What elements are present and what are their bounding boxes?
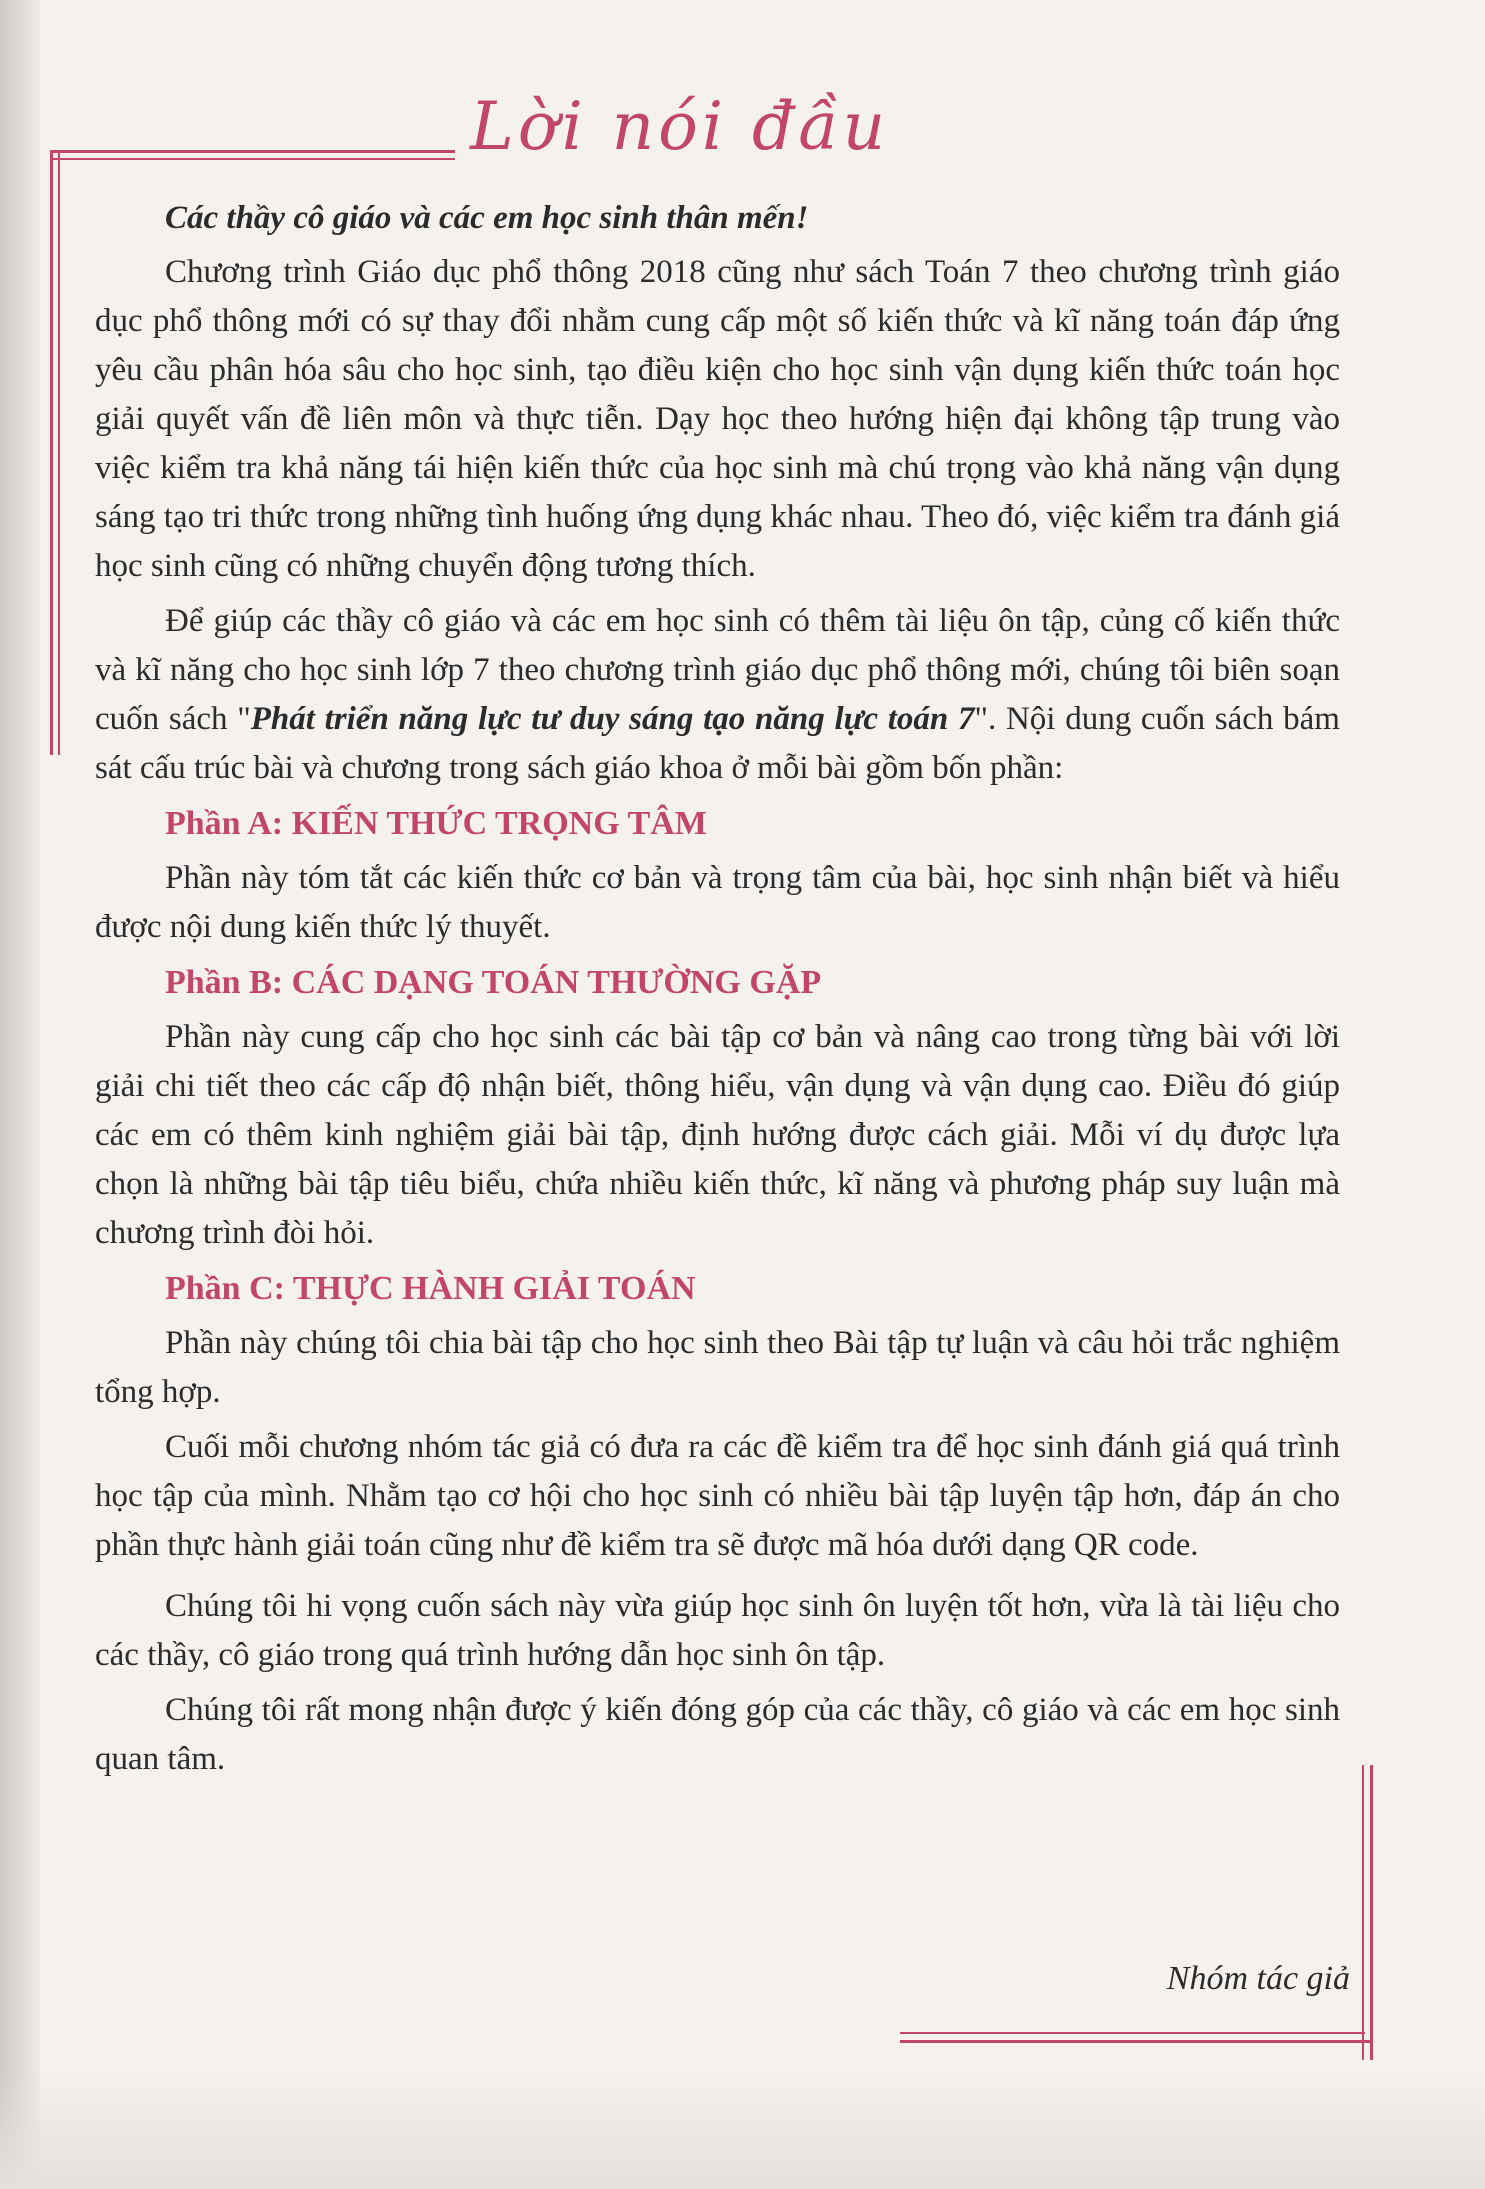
frame-bottom-line-inner: [900, 2032, 1365, 2034]
part-a-text: Phần này tóm tắt các kiến thức cơ bản và trọng tâm của bài, học sinh nhận biết và hiểu được nội dung kiến thức lý thuyết.: [95, 860, 1340, 945]
page-binding-shadow: [0, 0, 40, 2189]
paragraph-intro: Chương trình Giáo dục phổ thông 2018 cũng như sách Toán 7 theo chương trình giáo dục phổ thông mới có sự thay đổi nhằm cung cấp một số kiến thức và kĩ năng toán đáp ứng yêu cầu phân hóa sâu cho học sinh, tạo điều kiện cho học sinh vận dụng kiến thức toán học giải quyết vấn đề liên môn và thực tiễn. Dạy học theo hướng hiện đại không tập trung vào việc kiểm tra khả năng tái hiện kiến thức của học sinh mà chú trọng vào khả năng vận dụng sáng tạo tri thức trong những tình huống ứng dụng khác nhau. Theo đó, việc kiểm tra đánh giá học sinh cũng có những chuyển động tương thích.: [95, 254, 1340, 584]
salutation: Các thầy cô giáo và các em học sinh thân mến!: [165, 200, 809, 236]
paragraph-purpose-start: Để giúp các thầy cô giáo và các em học sinh có thêm tài liệu ôn tập, củng cố kiến thức và kĩ năng cho học sinh lớp 7 theo chương trình giáo dục phổ thông mới, chúng tôi biên soạn cuốn sách ": [95, 603, 1340, 737]
frame-right-line: [1370, 1765, 1373, 2060]
frame-left-line-inner: [58, 150, 60, 755]
frame-right-line-inner: [1362, 1765, 1364, 2060]
part-c-text: Phần này chúng tôi chia bài tập cho học sinh theo Bài tập tự luận và câu hỏi trắc nghiệm tổng hợp.: [95, 1325, 1340, 1410]
frame-top-line-inner: [50, 158, 455, 160]
frame-bottom-line: [900, 2040, 1373, 2043]
part-b-heading: Phần B: CÁC DẠNG TOÁN THƯỜNG GẶP: [165, 964, 822, 1001]
part-c-heading: Phần C: THỰC HÀNH GIẢI TOÁN: [165, 1270, 696, 1307]
part-b-text: Phần này cung cấp cho học sinh các bài tập cơ bản và nâng cao trong từng bài với lời giải chi tiết theo các cấp độ nhận biết, thông hiểu, vận dụng và vận dụng cao. Điều đó giúp các em có thêm kinh nghiệm giải bài tập, định hướng được cách giải. Mỗi ví dụ được lựa chọn là những bài tập tiêu biểu, chứa nhiều kiến thức, kĩ năng và phương pháp suy luận mà chương trình đòi hỏi.: [95, 1019, 1340, 1251]
part-a-heading: Phần A: KIẾN THỨC TRỌNG TÂM: [165, 805, 707, 842]
frame-top-line: [50, 150, 455, 153]
paragraph-feedback: Chúng tôi rất mong nhận được ý kiến đóng góp của các thầy, cô giáo và các em học sinh quan tâm.: [95, 1692, 1340, 1777]
frame-left-line: [50, 150, 53, 755]
paragraph-tests: Cuối mỗi chương nhóm tác giả có đưa ra các đề kiểm tra để học sinh đánh giá quá trình học tập của mình. Nhằm tạo cơ hội cho học sinh có nhiều bài tập luyện tập hơn, đáp án cho phần thực hành giải toán cũng như đề kiểm tra sẽ được mã hóa dưới dạng QR code.: [95, 1429, 1340, 1563]
paragraph-purpose-end: ". Nội dung cuốn sách bám sát cấu trúc bài và chương trong sách giáo khoa ở mỗi bài gồm bốn phần:: [95, 701, 1340, 786]
page-title: Lời nói đầu: [470, 88, 890, 165]
preface-body: [95, 248, 1340, 1790]
paragraph-hope: Chúng tôi hi vọng cuốn sách này vừa giúp học sinh ôn luyện tốt hơn, vừa là tài liệu cho các thầy, cô giáo trong quá trình hướng dẫn học sinh ôn tập.: [95, 1588, 1340, 1673]
page-bottom-shadow: [0, 2069, 1485, 2189]
book-title: Phát triển năng lực tư duy sáng tạo năng lực toán 7: [250, 701, 975, 737]
paragraph-purpose: [95, 597, 1340, 793]
signature: Nhóm tác giả: [1166, 1960, 1350, 1997]
